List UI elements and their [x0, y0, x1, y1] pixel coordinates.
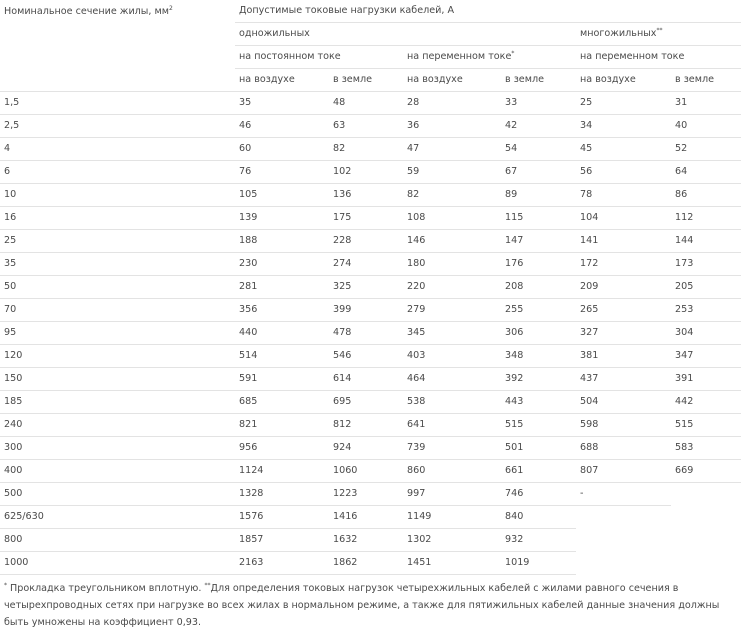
- value-cell: 63: [329, 115, 403, 138]
- table-row: [0, 322, 741, 345]
- value-cell: 64: [671, 161, 741, 184]
- table-row: [0, 368, 741, 391]
- empty-cell: [671, 483, 741, 506]
- value-cell: 108: [403, 207, 501, 230]
- value-cell: 35: [235, 92, 329, 115]
- value-cell: 583: [671, 437, 741, 460]
- value-cell: 86: [671, 184, 741, 207]
- value-cell: 403: [403, 345, 501, 368]
- ac-single-header: на переменном токе*: [403, 46, 576, 69]
- value-cell: 1060: [329, 460, 403, 483]
- table-row: [0, 529, 741, 552]
- value-cell: 67: [501, 161, 576, 184]
- table-row: [0, 184, 741, 207]
- value-cell: 40: [671, 115, 741, 138]
- value-cell: 33: [501, 92, 576, 115]
- value-cell: 25: [576, 92, 671, 115]
- value-cell: 348: [501, 345, 576, 368]
- value-cell: 546: [329, 345, 403, 368]
- value-cell: 47: [403, 138, 501, 161]
- value-cell: 504: [576, 391, 671, 414]
- empty-cell: [671, 529, 741, 552]
- load-header: Допустимые токовые нагрузки кабелей, А: [235, 0, 741, 23]
- value-cell: 1451: [403, 552, 501, 575]
- value-cell: 54: [501, 138, 576, 161]
- table-row: [0, 276, 741, 299]
- section-cell: 800: [0, 529, 235, 552]
- single-core-header: одножильных: [235, 23, 576, 46]
- value-cell: 34: [576, 115, 671, 138]
- value-cell: 141: [576, 230, 671, 253]
- value-cell: 478: [329, 322, 403, 345]
- table-row: [0, 253, 741, 276]
- empty-cell: [671, 506, 741, 529]
- col-header: в земле: [671, 69, 741, 92]
- section-cell: 240: [0, 414, 235, 437]
- value-cell: 42: [501, 115, 576, 138]
- value-cell: 1416: [329, 506, 403, 529]
- value-cell: 144: [671, 230, 741, 253]
- value-cell: -: [576, 483, 671, 506]
- value-cell: 1862: [329, 552, 403, 575]
- table-row: [0, 138, 741, 161]
- table-row: [0, 391, 741, 414]
- value-cell: 501: [501, 437, 576, 460]
- value-cell: 514: [235, 345, 329, 368]
- value-cell: 614: [329, 368, 403, 391]
- table-row: [0, 299, 741, 322]
- section-header: Номинальное сечение жилы, $мм^2$: [0, 0, 235, 92]
- table-row: [0, 483, 741, 506]
- value-cell: 1857: [235, 529, 329, 552]
- value-cell: 209: [576, 276, 671, 299]
- empty-cell: [576, 529, 671, 552]
- table-row: [0, 345, 741, 368]
- empty-cell: [576, 506, 671, 529]
- value-cell: 52: [671, 138, 741, 161]
- value-cell: 60: [235, 138, 329, 161]
- value-cell: 274: [329, 253, 403, 276]
- value-cell: 821: [235, 414, 329, 437]
- section-cell: 300: [0, 437, 235, 460]
- section-cell: 150: [0, 368, 235, 391]
- value-cell: 812: [329, 414, 403, 437]
- section-cell: 50: [0, 276, 235, 299]
- value-cell: 89: [501, 184, 576, 207]
- value-cell: 176: [501, 253, 576, 276]
- value-cell: 230: [235, 253, 329, 276]
- value-cell: 28: [403, 92, 501, 115]
- value-cell: 443: [501, 391, 576, 414]
- value-cell: 82: [329, 138, 403, 161]
- value-cell: 1149: [403, 506, 501, 529]
- value-cell: 356: [235, 299, 329, 322]
- section-cell: 35: [0, 253, 235, 276]
- value-cell: 105: [235, 184, 329, 207]
- value-cell: 641: [403, 414, 501, 437]
- section-cell: 95: [0, 322, 235, 345]
- value-cell: 391: [671, 368, 741, 391]
- value-cell: 76: [235, 161, 329, 184]
- value-cell: 345: [403, 322, 501, 345]
- table-row: [0, 115, 741, 138]
- value-cell: 208: [501, 276, 576, 299]
- value-cell: 997: [403, 483, 501, 506]
- table-row: [0, 506, 741, 529]
- empty-cell: [671, 552, 741, 575]
- value-cell: 253: [671, 299, 741, 322]
- value-cell: 304: [671, 322, 741, 345]
- section-cell: 120: [0, 345, 235, 368]
- value-cell: 1632: [329, 529, 403, 552]
- value-cell: 172: [576, 253, 671, 276]
- section-cell: 16: [0, 207, 235, 230]
- section-cell: 500: [0, 483, 235, 506]
- col-header: на воздухе: [235, 69, 329, 92]
- value-cell: 46: [235, 115, 329, 138]
- value-cell: 688: [576, 437, 671, 460]
- table-row: [0, 460, 741, 483]
- value-cell: 669: [671, 460, 741, 483]
- value-cell: 220: [403, 276, 501, 299]
- value-cell: 325: [329, 276, 403, 299]
- value-cell: 381: [576, 345, 671, 368]
- value-cell: 188: [235, 230, 329, 253]
- section-cell: 400: [0, 460, 235, 483]
- value-cell: 112: [671, 207, 741, 230]
- section-cell: 10: [0, 184, 235, 207]
- value-cell: 695: [329, 391, 403, 414]
- value-cell: 347: [671, 345, 741, 368]
- multi-core-header: многожильных**: [576, 23, 741, 46]
- value-cell: 102: [329, 161, 403, 184]
- value-cell: 860: [403, 460, 501, 483]
- value-cell: 306: [501, 322, 576, 345]
- value-cell: 598: [576, 414, 671, 437]
- value-cell: 661: [501, 460, 576, 483]
- value-cell: 399: [329, 299, 403, 322]
- table-body: [0, 92, 741, 575]
- value-cell: 1576: [235, 506, 329, 529]
- table-row: [0, 552, 741, 575]
- value-cell: 932: [501, 529, 576, 552]
- col-header: на воздухе: [403, 69, 501, 92]
- value-cell: 1302: [403, 529, 501, 552]
- section-cell: 1000: [0, 552, 235, 575]
- col-header: в земле: [501, 69, 576, 92]
- value-cell: 515: [501, 414, 576, 437]
- value-cell: 442: [671, 391, 741, 414]
- section-cell: 2,5: [0, 115, 235, 138]
- value-cell: 175: [329, 207, 403, 230]
- value-cell: 924: [329, 437, 403, 460]
- section-cell: 4: [0, 138, 235, 161]
- value-cell: 205: [671, 276, 741, 299]
- value-cell: 180: [403, 253, 501, 276]
- section-cell: 25: [0, 230, 235, 253]
- footnote: * Прокладка треугольником вплотную. **Для определения токовых нагрузок четырехжильных кабелей с жилами равного сечения в четырехпроводных сетях при нагрузке во всех жилах в нормальном режиме, а также для пятижильных кабелей данные значения должны быть умножены на коэффициент 0,93.: [4, 582, 720, 628]
- value-cell: 147: [501, 230, 576, 253]
- value-cell: 1019: [501, 552, 576, 575]
- value-cell: 36: [403, 115, 501, 138]
- value-cell: 685: [235, 391, 329, 414]
- value-cell: 746: [501, 483, 576, 506]
- value-cell: 173: [671, 253, 741, 276]
- col-header: в земле: [329, 69, 403, 92]
- value-cell: 104: [576, 207, 671, 230]
- section-cell: 1,5: [0, 92, 235, 115]
- section-cell: 185: [0, 391, 235, 414]
- ac-multi-header: на переменном токе: [576, 46, 741, 69]
- value-cell: 392: [501, 368, 576, 391]
- value-cell: 515: [671, 414, 741, 437]
- value-cell: 78: [576, 184, 671, 207]
- value-cell: 265: [576, 299, 671, 322]
- value-cell: 139: [235, 207, 329, 230]
- value-cell: 591: [235, 368, 329, 391]
- value-cell: 45: [576, 138, 671, 161]
- table-row: [0, 414, 741, 437]
- value-cell: 739: [403, 437, 501, 460]
- value-cell: 146: [403, 230, 501, 253]
- value-cell: 956: [235, 437, 329, 460]
- value-cell: 255: [501, 299, 576, 322]
- value-cell: 281: [235, 276, 329, 299]
- value-cell: 2163: [235, 552, 329, 575]
- table-row: [0, 92, 741, 115]
- value-cell: 1328: [235, 483, 329, 506]
- value-cell: 1124: [235, 460, 329, 483]
- table-row: [0, 207, 741, 230]
- table-row: [0, 161, 741, 184]
- dc-header: на постоянном токе: [235, 46, 403, 69]
- value-cell: 464: [403, 368, 501, 391]
- table-header: [0, 0, 741, 92]
- value-cell: 327: [576, 322, 671, 345]
- value-cell: 840: [501, 506, 576, 529]
- section-cell: 6: [0, 161, 235, 184]
- col-header: на воздухе: [576, 69, 671, 92]
- table-row: [0, 437, 741, 460]
- value-cell: 48: [329, 92, 403, 115]
- value-cell: 807: [576, 460, 671, 483]
- value-cell: 437: [576, 368, 671, 391]
- section-cell: 70: [0, 299, 235, 322]
- value-cell: 115: [501, 207, 576, 230]
- value-cell: 1223: [329, 483, 403, 506]
- value-cell: 440: [235, 322, 329, 345]
- value-cell: 279: [403, 299, 501, 322]
- value-cell: 59: [403, 161, 501, 184]
- table-row: [0, 230, 741, 253]
- empty-cell: [576, 552, 671, 575]
- value-cell: 56: [576, 161, 671, 184]
- value-cell: 228: [329, 230, 403, 253]
- value-cell: 136: [329, 184, 403, 207]
- value-cell: 82: [403, 184, 501, 207]
- value-cell: 31: [671, 92, 741, 115]
- section-cell: 625/630: [0, 506, 235, 529]
- value-cell: 538: [403, 391, 501, 414]
